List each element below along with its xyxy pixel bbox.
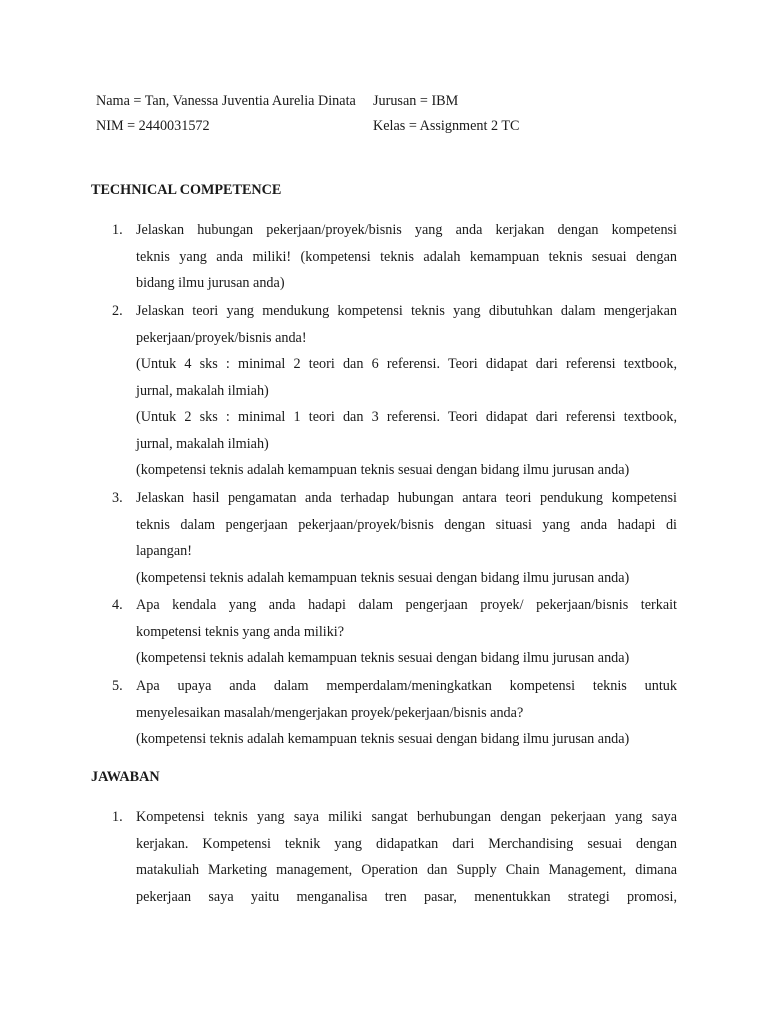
- student-major: Jurusan = IBM: [373, 93, 459, 109]
- question-line: (Untuk 2 sks : minimal 1 teori dan 3 referensi. Teori didapat dari referensi textbook,: [136, 409, 677, 425]
- question-3-number: 3.: [112, 490, 123, 506]
- question-line: (Untuk 4 sks : minimal 2 teori dan 6 referensi. Teori didapat dari referensi textbook,: [136, 356, 677, 372]
- question-line: Jelaskan teori yang mendukung kompetensi teknis yang dibutuhkan dalam mengerjakan: [136, 303, 677, 319]
- student-nim: NIM = 2440031572: [96, 118, 210, 134]
- question-line: (kompetensi teknis adalah kemampuan teknis sesuai dengan bidang ilmu jurusan anda): [136, 650, 630, 666]
- question-line: bidang ilmu jurusan anda): [136, 275, 285, 291]
- question-line: (kompetensi teknis adalah kemampuan teknis sesuai dengan bidang ilmu jurusan anda): [136, 462, 630, 478]
- answer-1-number: 1.: [112, 809, 123, 825]
- answer-line: pekerjaan saya yaitu menganalisa tren pasar, menentukkan strategi promosi,: [136, 888, 677, 905]
- answer-line: Kompetensi teknis yang saya miliki sangat berhubungan dengan pekerjaan yang saya: [136, 809, 677, 825]
- question-line: (kompetensi teknis adalah kemampuan teknis sesuai dengan bidang ilmu jurusan anda): [136, 731, 630, 747]
- question-5-text: [136, 673, 677, 753]
- answer-line: matakuliah Marketing management, Operation dan Supply Chain Management, dimana: [136, 862, 677, 878]
- question-4-number: 4.: [112, 597, 123, 613]
- answers-heading: JAWABAN: [91, 769, 160, 785]
- question-3-text: [136, 485, 677, 591]
- technical-competence-heading: TECHNICAL COMPETENCE: [91, 182, 282, 198]
- question-4-text: [136, 592, 677, 672]
- question-1-number: 1.: [112, 222, 123, 238]
- question-line: teknis dalam pengerjaan pekerjaan/proyek/bisnis dengan situasi yang anda hadapi di: [136, 516, 677, 533]
- answer-1-text: [136, 804, 677, 910]
- question-line: (kompetensi teknis adalah kemampuan teknis sesuai dengan bidang ilmu jurusan anda): [136, 569, 630, 586]
- question-line: Jelaskan hasil pengamatan anda terhadap hubungan antara teori pendukung kompetensi: [136, 490, 677, 506]
- question-line: Apa upaya anda dalam memperdalam/meningkatkan kompetensi teknis untuk: [136, 678, 677, 694]
- student-name: Nama = Tan, Vanessa Juventia Aurelia Dinata: [96, 93, 356, 109]
- question-line: kompetensi teknis yang anda miliki?: [136, 623, 345, 640]
- question-line: lapangan!: [136, 543, 192, 559]
- question-line: Apa kendala yang anda hadapi dalam pengerjaan proyek/ pekerjaan/bisnis terkait: [136, 597, 677, 613]
- student-class: Kelas = Assignment 2 TC: [373, 118, 520, 134]
- question-5-number: 5.: [112, 678, 123, 694]
- question-line: pekerjaan/proyek/bisnis anda!: [136, 329, 307, 346]
- question-2-number: 2.: [112, 303, 123, 319]
- answer-line: kerjakan. Kompetensi teknik yang didapatkan dari Merchandising sesuai dengan: [136, 835, 677, 852]
- question-line: Jelaskan hubungan pekerjaan/proyek/bisnis yang anda kerjakan dengan kompetensi: [136, 222, 677, 238]
- question-line: teknis yang anda miliki! (kompetensi teknis adalah kemampuan teknis sesuai dengan: [136, 248, 677, 265]
- question-line: menyelesaikan masalah/mengerjakan proyek/pekerjaan/bisnis anda?: [136, 704, 524, 721]
- question-line: jurnal, makalah ilmiah): [136, 382, 269, 399]
- question-line: jurnal, makalah ilmiah): [136, 435, 269, 452]
- question-1-text: [136, 217, 677, 297]
- question-2-text: [136, 298, 677, 484]
